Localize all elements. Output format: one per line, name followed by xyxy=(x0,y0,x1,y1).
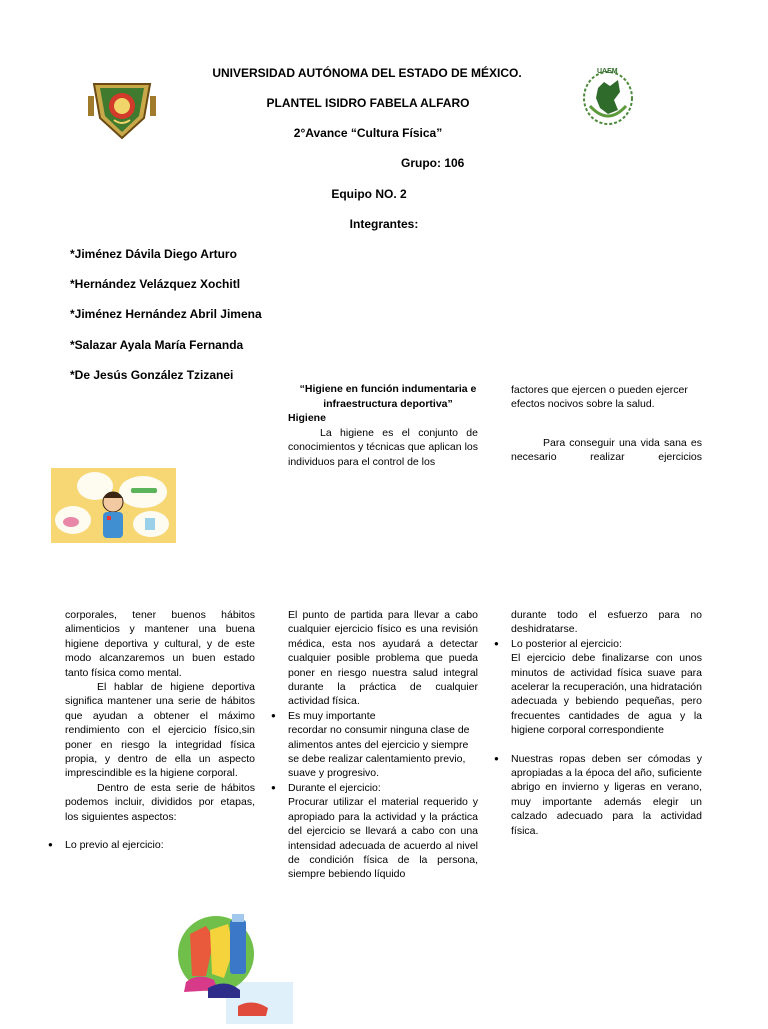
bullet-importante-head: ● Es muy importante xyxy=(288,709,376,722)
members-title: Integrantes: xyxy=(349,217,419,231)
bullet-importante xyxy=(288,709,478,781)
right-column xyxy=(511,608,702,838)
sportswear-clipart xyxy=(168,912,293,1024)
member-name: *Hernández Velázquez Xochitl xyxy=(70,277,241,291)
intro-paragraph xyxy=(288,426,478,469)
bullet-posterior-head: ● Lo posterior al ejercicio: xyxy=(511,637,622,650)
campus-title: PLANTEL ISIDRO FABELA ALFARO xyxy=(266,96,470,110)
uaem-logo-text: UAEM xyxy=(597,68,618,75)
right-text-2: Para conseguir una vida sana es necesario realizar ejercicios xyxy=(511,436,702,464)
bullet-posterior xyxy=(511,637,702,738)
member-name: *Jiménez Dávila Diego Arturo xyxy=(70,247,237,261)
bullet-posterior-body: El ejercicio debe finalizarse con unos minutos de actividad física suave para acelerar la recuperación, una hidratación adecuada y bebiendo pequeñas, pero frecuentes cantidades de agua y la higiene corporal correspondiente xyxy=(511,652,702,737)
middle-column xyxy=(288,608,478,882)
right-column-top xyxy=(511,383,702,465)
bullet-durante xyxy=(288,781,478,882)
right-text-1: factores que ejercen o pueden ejercer efectos nocivos sobre la salud. xyxy=(511,384,688,411)
member-name: *Salazar Ayala María Fernanda xyxy=(70,338,244,352)
subject-title: 2°Avance “Cultura Física” xyxy=(293,126,443,140)
left-column xyxy=(65,608,255,853)
article-title xyxy=(288,382,488,412)
team-label: Equipo NO. 2 xyxy=(331,187,407,201)
article-title-text: “Higiene en función indumentaria e infraestructura deportiva” xyxy=(299,383,477,410)
section-heading: Higiene xyxy=(288,412,326,424)
bullet-previo: ● Lo previo al ejercicio: xyxy=(65,838,255,852)
bullet-durante-head: ● Durante el ejercicio: xyxy=(288,781,381,794)
bullet-durante-body: Procurar utilizar el material requerido y apropiado para la actividad y la práctica del ejercicio se llevará a cabo con una intensidad adecuada de acuerdo al nivel de condición física de la persona, siempre bebiendo líquido xyxy=(288,796,478,881)
university-title: UNIVERSIDAD AUTÓNOMA DEL ESTADO DE MÉXICO. xyxy=(212,66,522,80)
left-paragraph-3: Dentro de esta serie de hábitos podemos incluir, divididos por etapas, los siguientes aspectos: xyxy=(65,781,255,823)
member-name: *De Jesús González Tzizanei xyxy=(70,368,234,382)
member-name: *Jiménez Hernández Abril Jimena xyxy=(70,307,262,321)
right-paragraph-1: durante todo el esfuerzo para no deshidratarse. xyxy=(511,609,702,636)
intro-text: La higiene es el conjunto de conocimientos y técnicas que aplican los individuos para el control de los xyxy=(288,427,478,468)
bullet-ropas: ● Nuestras ropas deben ser cómodas y apropiadas a la época del año, suficiente abrigo en invierno y ligeras en verano, muy importante además elegir un calzado adecuado para la actividad física. xyxy=(511,752,702,838)
bullet-importante-body: recordar no consumir ninguna clase de alimentos antes del ejercicio y siempre se debe realizar calentamiento previo, suave y progresivo. xyxy=(288,724,470,780)
hygiene-clipart xyxy=(51,468,176,543)
left-paragraph-2: El hablar de higiene deportiva significa mantener una serie de hábitos que ayudan a obtener el máximo rendimiento con el ejercicio físico,sin poner en riesgo la integridad física propia, y dentro de ella un aspecto imprescindible es la higiene corporal. xyxy=(65,681,255,780)
middle-paragraph-1: El punto de partida para llevar a cabo cualquier ejercicio físico es una revisión médica, esta nos ayudará a detectar cualquier posible problema que pueda poner en riesgo nuestra salud integral durante la práctica de cualquier actividad física. xyxy=(288,609,478,708)
left-paragraph-1: corporales, tener buenos hábitos alimenticios y mantener una buena higiene deportiva y cultural, y de este modo alcanzaremos un buen estado tanto física como mental. xyxy=(65,609,255,679)
group-label: Grupo: 106 xyxy=(401,156,465,170)
